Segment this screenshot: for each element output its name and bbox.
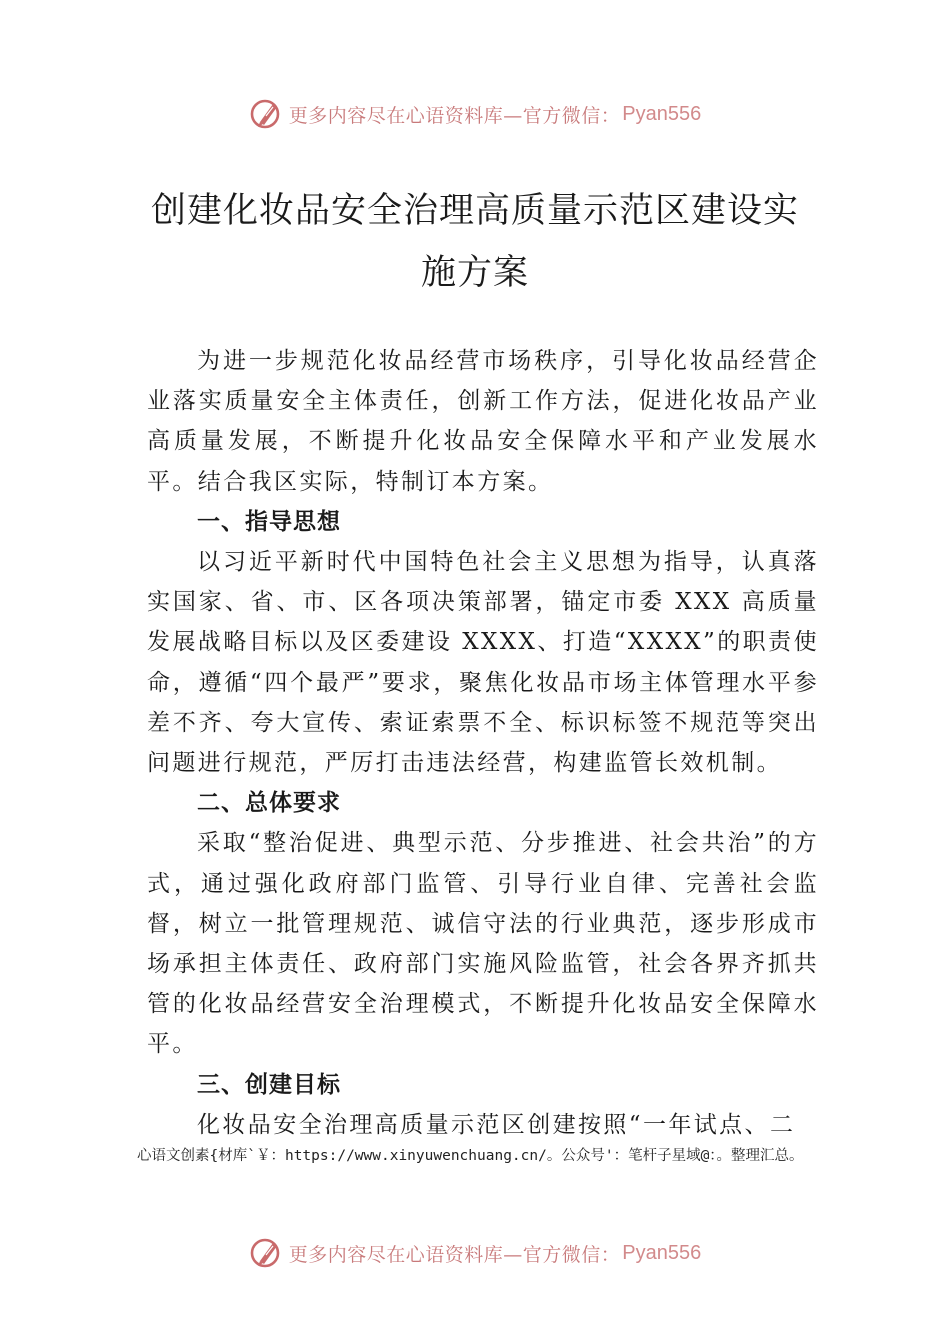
banner-wechat-id: Pyan556 [622,102,702,125]
banner-wechat-id: Pyan556 [622,1241,702,1264]
footer-banner [0,1233,950,1273]
header-banner [0,94,950,134]
source-footnote: 心语文创素{材库`￥：https://www.xinyuwenchuang.cn/。公众号'：笔杆子星域@：。整理汇总。 [137,1148,804,1164]
section-paragraph-3: 化妆品安全治理高质量示范区创建按照“一年试点、二 [197,1111,796,1138]
section-heading-1: 一、指导思想 [197,508,341,535]
pen-nib-circle-icon [249,1235,285,1271]
section-heading-3: 三、创建目标 [197,1071,341,1098]
pen-nib-circle-icon [249,96,285,132]
section-paragraph-2: 采取“整治促进、典型示范、分步推进、社会共治”的方式，通过强化政府部门监管、引导行业自律、完善社会监督，树立一批管理规范、诚信守法的行业典范，逐步形成市场承担主体责任、政府部门实施风险监管，社会各界齐抓共管的化妆品经营安全治理模式，不断提升化妆品安全保障水平。 [147,830,819,1058]
title-line-1: 创建化妆品安全治理高质量示范区建设实 [150,191,799,231]
banner-text: 更多内容尽在心语资料库—官方微信： [288,104,621,127]
section-paragraph-1: 以习近平新时代中国特色社会主义思想为指导，认真落实国家、省、市、区各项决策部署，锚定市委 XXX 高质量发展战略目标以及区委建设 XXXX、打造“XXXX”的职责使命，遵循“四个最严”要求，聚焦化妆品市场主体管理水平参差不齐、夸大宣传、索证索票不全、标识标签不规范等突出问题进行规范，严厉打击违法经营，构建监管长效机制。 [147,549,819,777]
document-title [0,180,950,304]
section-heading-2: 二、总体要求 [197,790,341,817]
document-body [147,341,819,1145]
title-line-2: 施方案 [420,253,529,293]
banner-text: 更多内容尽在心语资料库—官方微信： [288,1243,621,1266]
intro-paragraph: 为进一步规范化妆品经营市场秩序，引导化妆品经营企业落实质量安全主体责任，创新工作方法，促进化妆品产业高质量发展，不断提升化妆品安全保障水平和产业发展水平。结合我区实际，特制订本方案。 [147,348,819,495]
